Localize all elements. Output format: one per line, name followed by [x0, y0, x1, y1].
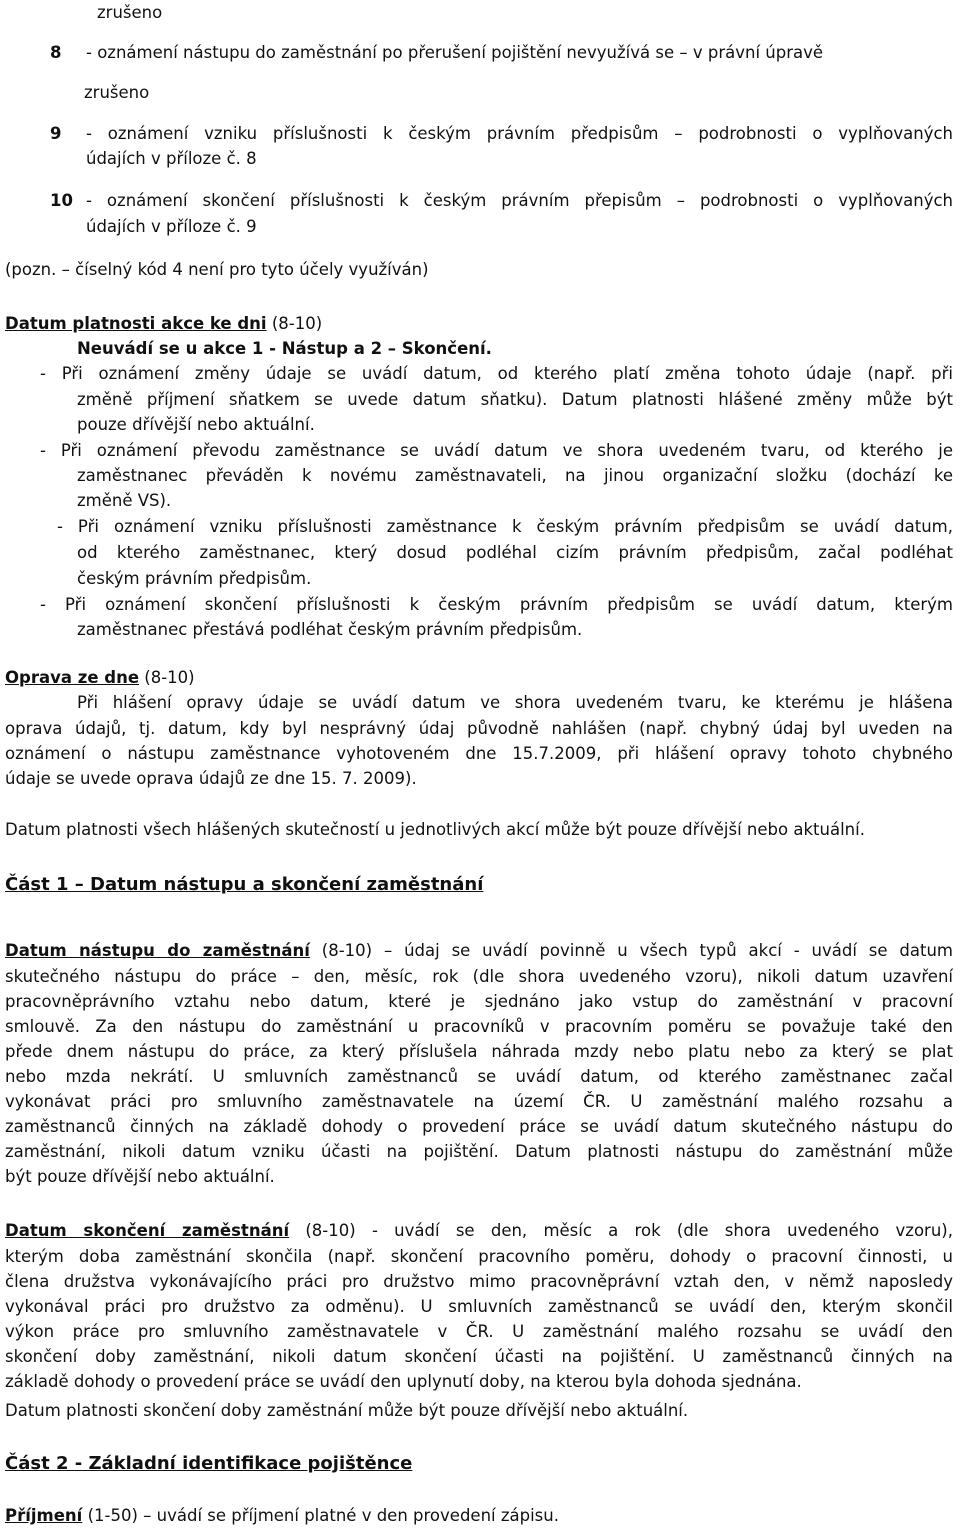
item7-cancelled: zrušeno: [97, 3, 163, 22]
bullet-change-l3: pouze dřívější nebo aktuální.: [77, 415, 315, 434]
bullet-end-l1: - Při oznámení skončení příslušnosti k českým právním předpisům se uvádí datum, kterým: [40, 595, 953, 614]
bullet-transfer-l1: - Při oznámení převodu zaměstnance se uvádí datum ve shora uvedeném tvaru, od kterého je: [40, 441, 953, 460]
section-title: Oprava ze dne: [5, 668, 140, 687]
nastup-l4: smlouvě. Za den nástupu do zaměstnání u pracovníků v pracovním poměru se považuje také den: [5, 1017, 953, 1036]
skonceni-l3: člena družstva vykonávajícího práci pro družstvo mimo pracovněprávní vztah den, v němž naposledy: [5, 1272, 953, 1291]
skonceni-l4: vykonával práci pro družstvo za odměnu). U smluvních zaměstnanců se uvádí den, kterým skončil: [5, 1297, 953, 1316]
list-item-8: [50, 42, 823, 64]
bullet-origin-l1: - Při oznámení vzniku příslušnosti zaměstnance k českým právním předpisům se uvádí datum,: [57, 517, 953, 536]
section-title: Datum skončení zaměstnání: [5, 1221, 290, 1240]
skonceni-heading: [5, 1220, 953, 1242]
skonceni-l5: výkon práce pro smluvního zaměstnavatele v ČR. U zaměstnání malého rozsahu se uvádí den: [5, 1322, 953, 1341]
datum-platnosti-heading: [5, 313, 322, 335]
prijmeni-row: [5, 1505, 559, 1527]
item10-text-cont: údajích v příloze č. 9: [86, 217, 257, 236]
field-range: (8-10): [271, 314, 323, 333]
nastup-l7: vykonávat práci pro smluvního zaměstnavatele na území ČR. U zaměstnání malého rozsahu a: [5, 1092, 953, 1111]
nastup-l2: skutečného nástupu do práce – den, měsíc, rok (dle shora uvedeného vzoru), nikoli datum uzavření: [5, 967, 953, 986]
nastup-l9: zaměstnání, nikoli datum vzniku účasti na pojištění. Datum platnosti nástupu do zaměstnání může: [5, 1142, 953, 1161]
nastup-l3: pracovněprávního vztahu nebo datum, které je sjednáno jako vstup do zaměstnání v pracovní: [5, 992, 953, 1011]
item9-text-cont: údajích v příloze č. 8: [86, 149, 257, 168]
item-number: 10: [50, 191, 73, 210]
nastup-l8: zaměstnanců činných na základě dohody o provedení práce se uvádí datum skutečného nástupu do: [5, 1117, 953, 1136]
nastup-l6: nebo mzda nekrátí. U smluvních zaměstnanců se uvádí datum, od kterého zaměstnanec začal: [5, 1067, 953, 1086]
list-item-9: [50, 123, 953, 145]
skonceni-l1: (8-10) - uvádí se den, měsíc a rok (dle shora uvedeného vzoru),: [305, 1221, 953, 1240]
section-title: Příjmení: [5, 1506, 83, 1525]
oprava-l1: Při hlášení opravy údaje se uvádí datum ve shora uvedeném tvaru, ke kterému je hlášena: [77, 693, 953, 712]
bullet-origin-l2: od kterého zaměstnanec, který dosud podléhal cizím právním předpisům, začal podléhat: [77, 543, 953, 562]
field-range: (8-10): [144, 668, 195, 687]
item8-cancelled: zrušeno: [84, 83, 150, 102]
item-text: - oznámení nástupu do zaměstnání po přerušení pojištění nevyužívá se – v právní úpravě: [86, 43, 824, 62]
nastup-l5: přede dnem nástupu do práce, za který příslušela náhrada mzdy nebo platu nebo za který se plat: [5, 1042, 953, 1061]
item-text: - oznámení vzniku příslušnosti k českým právním předpisům – podrobnosti o vyplňovaných: [86, 124, 953, 143]
section-title: Datum platnosti akce ke dni: [5, 314, 267, 333]
bullet-origin-l3: českým právním předpisům.: [77, 569, 312, 588]
list-item-10: [50, 190, 953, 212]
item-number: 9: [50, 124, 62, 143]
note: (pozn. – číselný kód 4 není pro tyto účely využíván): [5, 260, 429, 279]
bullet-end-l2: zaměstnanec přestává podléhat českým právním předpisům.: [77, 620, 583, 639]
nastup-l1: (8-10) – údaj se uvádí povinně u všech typů akcí - uvádí se datum: [321, 941, 954, 960]
part1-heading: Část 1 – Datum nástupu a skončení zaměstnání: [5, 874, 484, 895]
bullet-change-l2: změně příjmení sňatkem se uvede datum sňatku). Datum platnosti hlášené změny může být: [77, 390, 953, 409]
skonceni-l6: skončení doby zaměstnání, nikoli datum skončení účasti na pojištění. U zaměstnanců činných na: [5, 1347, 953, 1366]
item-number: 8: [50, 43, 62, 62]
bullet-transfer-l2: zaměstnanec převáděn k novému zaměstnavateli, na jinou organizační složku (dochází ke: [77, 466, 953, 485]
bullet-change-l1: - Při oznámení změny údaje se uvádí datum, od kterého platí změna tohoto údaje (např. při: [40, 364, 953, 383]
nastup-l10: být pouze dřívější nebo aktuální.: [5, 1167, 275, 1186]
oprava-l3: oznámení o nástupu zaměstnance vyhotoveném dne 15.7.2009, při hlášení opravy tohoto chybného: [5, 744, 953, 763]
bullet-transfer-l3: změně VS).: [77, 491, 172, 510]
oprava-l2: oprava údajů, tj. datum, kdy byl nesprávný údaj původně nahlášen (např. chybný údaj byl uveden na: [5, 719, 953, 738]
item-text: - oznámení skončení příslušnosti k českým právním přepisům – podrobnosti o vyplňovaných: [86, 191, 953, 210]
prijmeni-text: (1-50) – uvádí se příjmení platné v den provedení zápisu.: [87, 1506, 559, 1525]
oprava-heading: [5, 667, 195, 689]
oprava-l4: údaje se uvede oprava údajů ze dne 15. 7. 2009).: [5, 769, 417, 788]
part2-heading: Část 2 - Základní identifikace pojištěnce: [5, 1453, 413, 1474]
skonceni-l7: základě dohody o provedení práce se uvádí den uplynutí doby, na kterou byla dohoda sjednána.: [5, 1372, 802, 1391]
section-title: Datum nástupu do zaměstnání: [5, 941, 310, 960]
validity-summary: Datum platnosti všech hlášených skutečností u jednotlivých akcí může být pouze dřívější nebo aktuální.: [5, 820, 865, 839]
nastup-heading: [5, 940, 953, 962]
skonceni-l8: Datum platnosti skončení doby zaměstnání může být pouze dřívější nebo aktuální.: [5, 1401, 689, 1420]
skonceni-l2: kterým doba zaměstnání skončila (např. skončení pracovního poměru, dohody o pracovní činnosti, u: [5, 1247, 953, 1266]
datum-platnosti-subtitle: Neuvádí se u akce 1 - Nástup a 2 – Skončení.: [77, 339, 492, 358]
